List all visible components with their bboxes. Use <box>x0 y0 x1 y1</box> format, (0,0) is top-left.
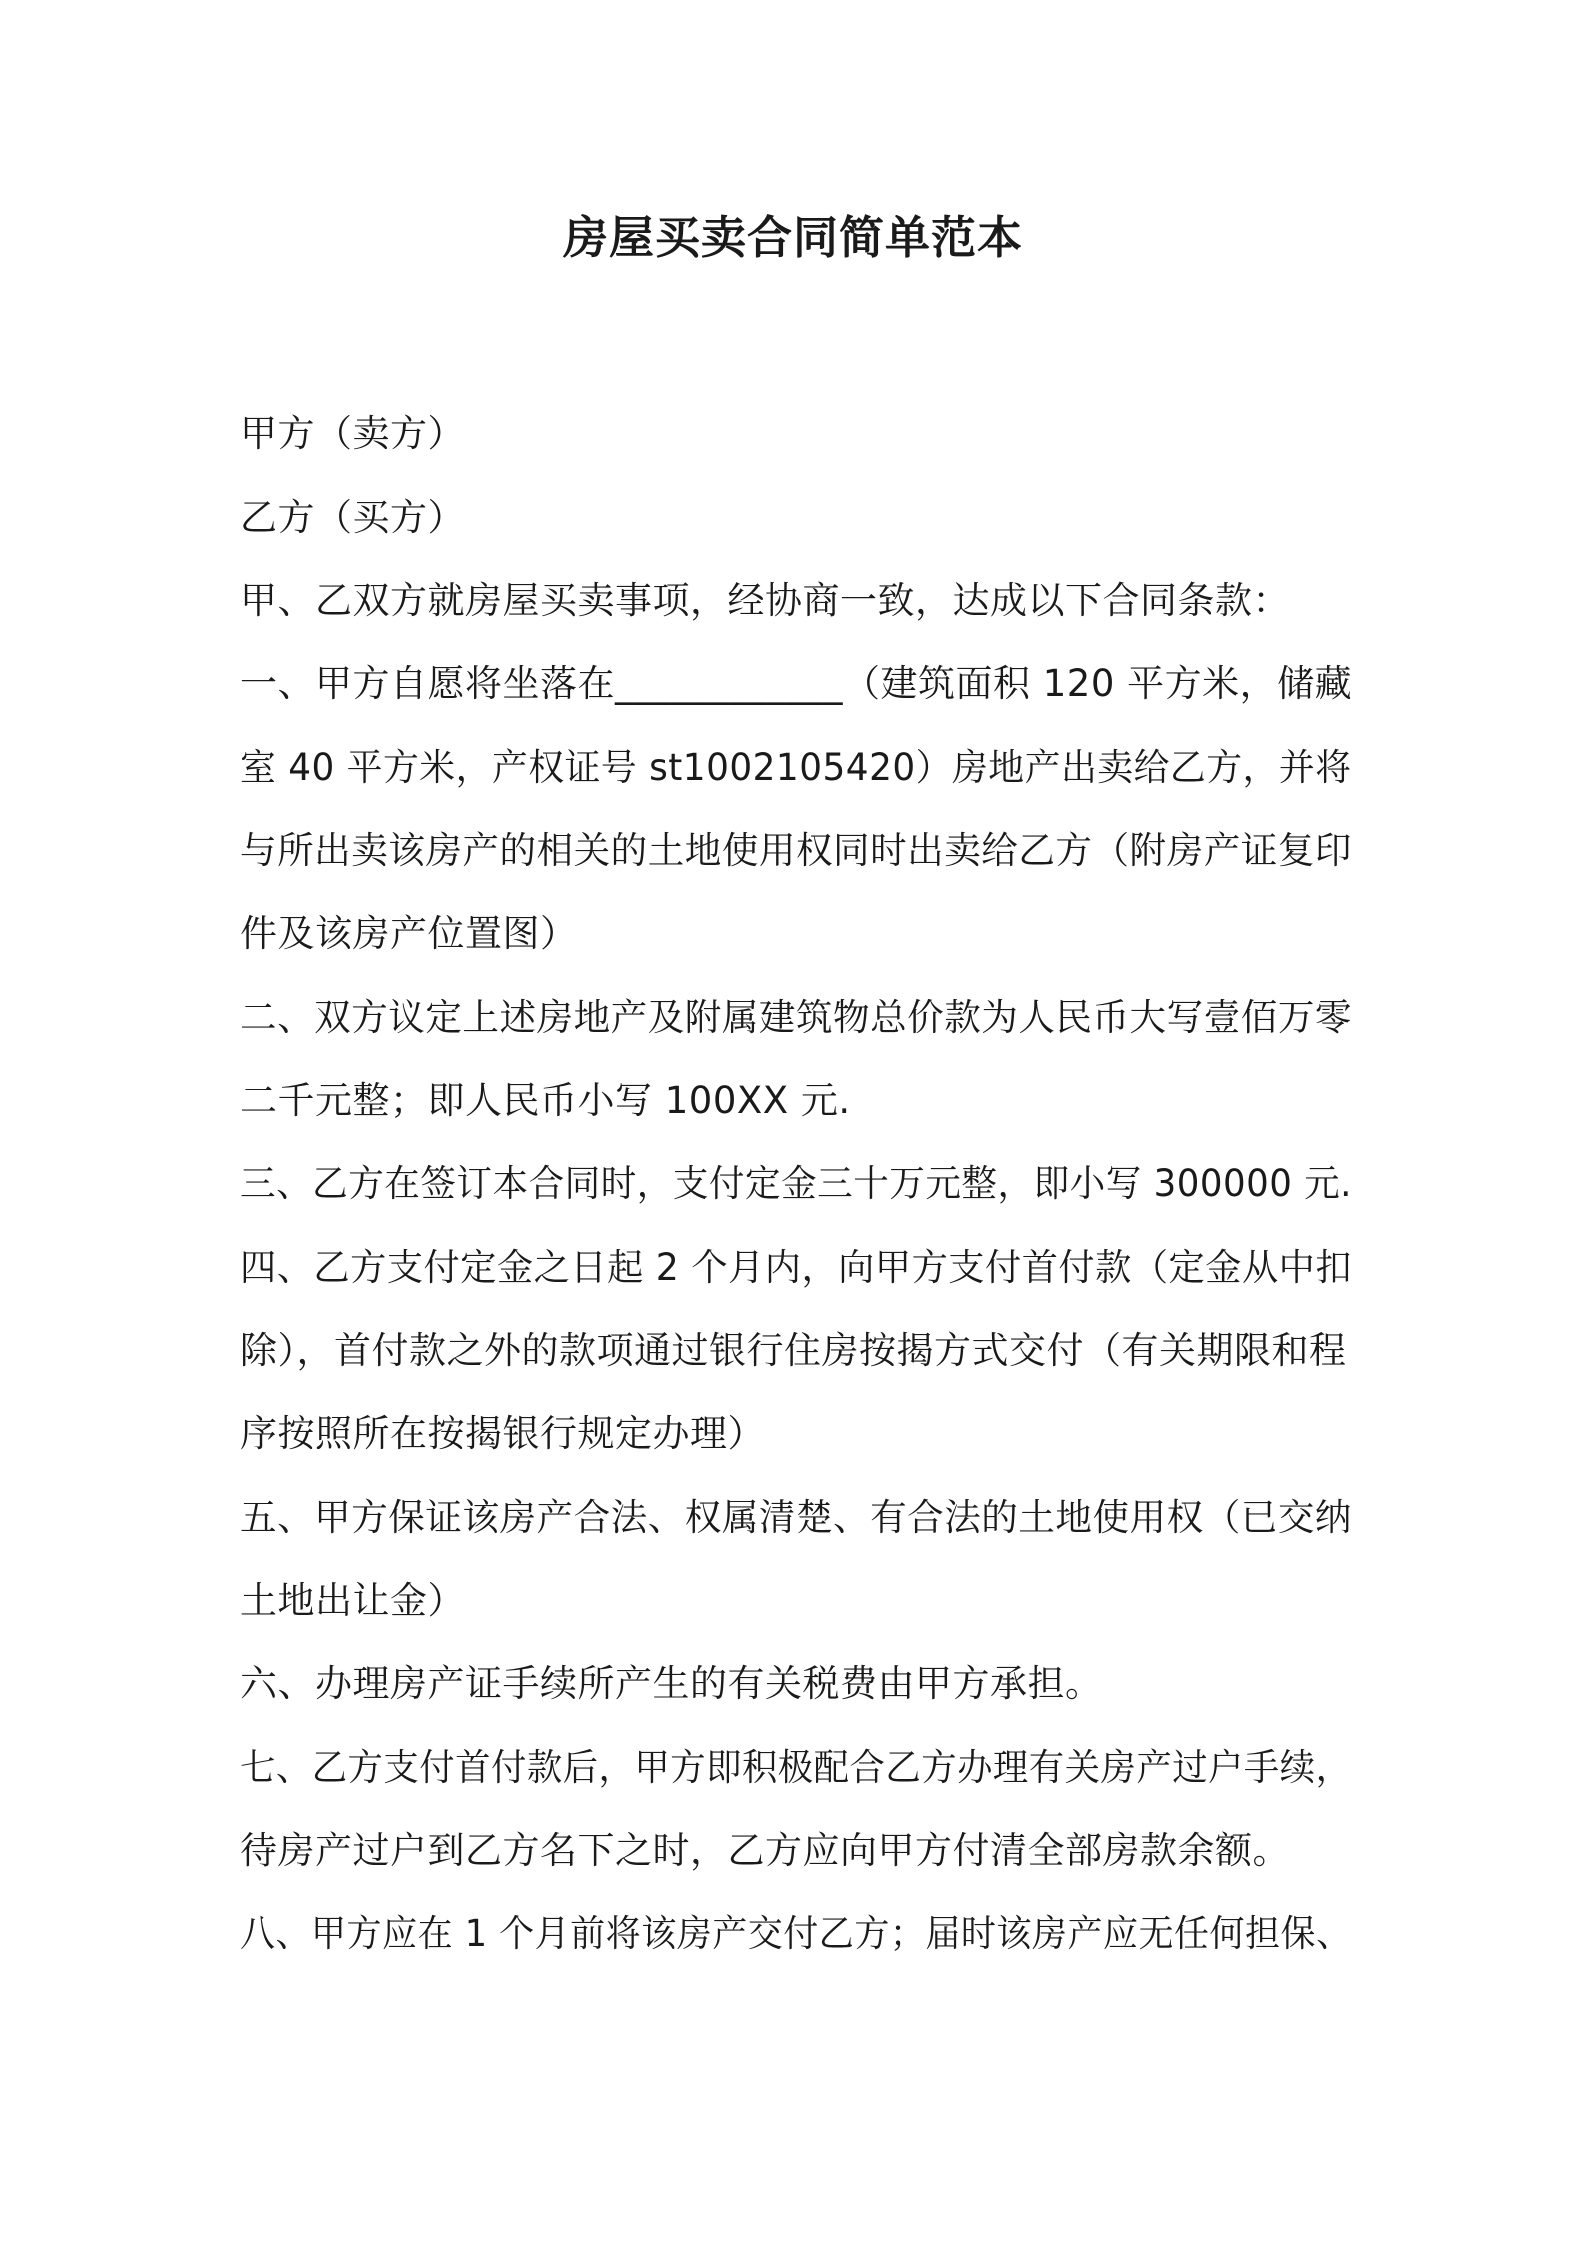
clause-2-line-2: 二千元整；即人民币小写 100XX 元. <box>240 1079 851 1122</box>
clause-7-line-2: 待房产过户到乙方名下之时，乙方应向甲方付清全部房款余额。 <box>240 1829 1290 1872</box>
clause-4-line-3: 序按照所在按揭银行规定办理） <box>240 1412 765 1455</box>
clause-7-line-1: 七、乙方支付首付款后，甲方即积极配合乙方办理有关房产过户手续， <box>240 1746 1352 1789</box>
clause-1-line-3: 与所出卖该房产的相关的土地使用权同时出卖给乙方（附房产证复印 <box>240 829 1352 872</box>
clause-2-line-1: 二、双方议定上述房地产及附属建筑物总价款为人民币大写壹佰万零 <box>240 996 1352 1039</box>
intro-line: 甲、乙双方就房屋买卖事项，经协商一致，达成以下合同条款： <box>240 579 1290 622</box>
clause-8-line-1: 八、甲方应在 1 个月前将该房产交付乙方；届时该房产应无任何担保、 <box>240 1912 1352 1955</box>
clause-5-line-2: 土地出让金） <box>240 1579 465 1622</box>
clause-3-line-1: 三、乙方在签订本合同时，支付定金三十万元整，即小写 300000 元. <box>240 1162 1352 1205</box>
clause-4-line-1: 四、乙方支付定金之日起 2 个月内，向甲方支付首付款（定金从中扣 <box>240 1246 1353 1289</box>
clause-1-line-4: 件及该房产位置图） <box>240 912 578 955</box>
party-a-line: 甲方（卖方） <box>240 412 465 455</box>
clause-1-line-2: 室 40 平方米，产权证号 st1002105420）房地产出卖给乙方，并将 <box>240 746 1352 789</box>
clause-5-line-1: 五、甲方保证该房产合法、权属清楚、有合法的土地使用权（已交纳 <box>240 1496 1352 1539</box>
clause-4-line-2: 除），首付款之外的款项通过银行住房按揭方式交付（有关期限和程 <box>240 1329 1347 1372</box>
party-b-line: 乙方（买方） <box>240 496 465 539</box>
document-title: 房屋买卖合同简单范本 <box>562 211 1023 264</box>
clause-6-line-1: 六、办理房产证手续所产生的有关税费由甲方承担。 <box>240 1662 1103 1705</box>
clause-1-line-1: 一、甲方自愿将坐落在____________（建筑面积 120 平方米，储藏 <box>240 662 1353 705</box>
